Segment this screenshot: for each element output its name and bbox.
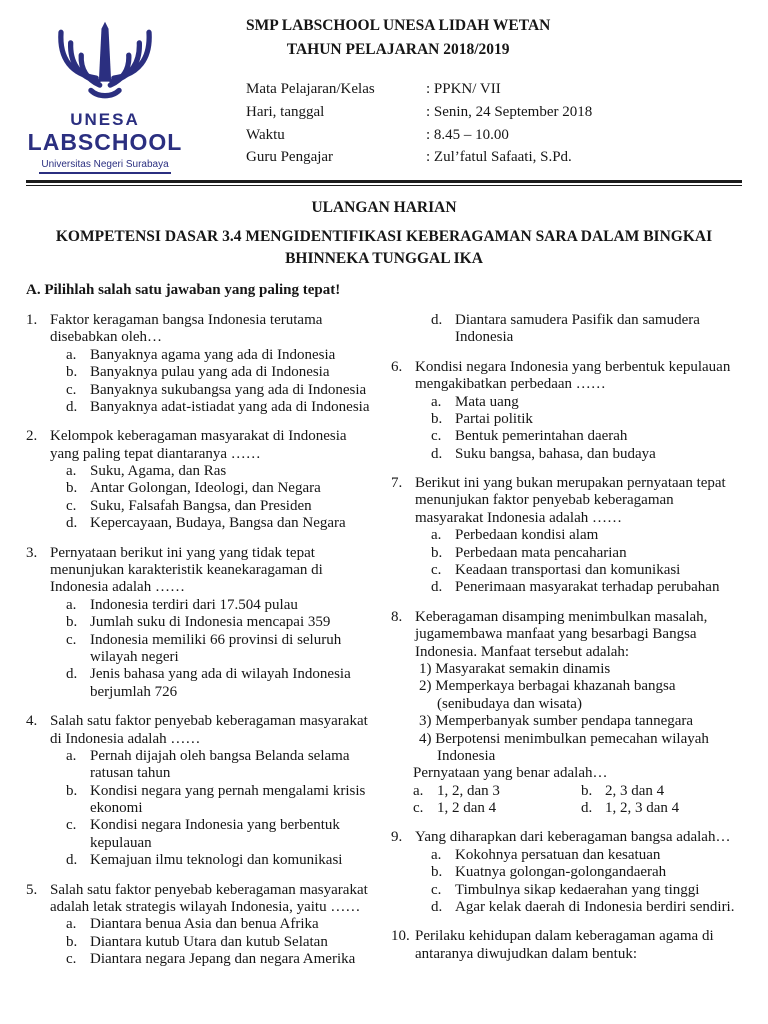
option-d: d. Kepercayaan, Budaya, Bangsa dan Negara — [66, 515, 346, 532]
info-row-date — [246, 101, 592, 124]
header-info-block — [184, 10, 742, 169]
school-name: SMP LABSCHOOL UNESA LIDAH WETAN — [246, 17, 551, 34]
question-text: Faktor keragaman bangsa Indonesia terutama disebabkan oleh… — [50, 311, 323, 346]
school-year: TAHUN PELAJARAN 2018/2019 — [286, 41, 510, 59]
option-a: a. Mata uang — [431, 393, 519, 410]
option-a: a. Indonesia terdiri dari 17.504 pulau — [66, 596, 298, 613]
section-a-heading: A. Pilihlah salah satu jawaban yang paling tepat! — [26, 281, 341, 298]
question-number: 6. — [391, 358, 403, 375]
option-b: b. 2, 3 dan 4 — [581, 782, 665, 799]
logo-university-text: Universitas Negeri Surabaya — [39, 158, 170, 174]
option-c: c. Banyaknya sukubangsa yang ada di Indonesia — [66, 381, 367, 398]
exam-info-table — [246, 78, 592, 169]
options-list — [66, 748, 377, 870]
question-9 — [391, 829, 742, 916]
question-number: 10. — [391, 928, 410, 945]
info-label: Waktu — [246, 126, 285, 143]
question-text: Kelompok keberagaman masyarakat di Indonesia yang paling tepat diantaranya …… — [50, 428, 347, 462]
info-label: Hari, tanggal — [246, 103, 325, 120]
logo-labschool-text: LABSCHOOL — [27, 129, 183, 155]
option-a: a. 1, 2, dan 3 — [413, 782, 500, 799]
option-d: d. Kemajuan ilmu teknologi dan komunikasi — [66, 852, 343, 869]
left-column — [26, 312, 377, 981]
question-number: 7. — [391, 475, 403, 492]
options-list — [66, 916, 377, 968]
option-a: a. Banyaknya agama yang ada di Indonesia — [66, 346, 336, 363]
option-d: d. Penerimaan masyarakat terhadap perubahan — [431, 579, 720, 596]
question-text: Salah satu faktor penyebab keberagaman masyarakat di Indonesia adalah …… — [50, 713, 368, 747]
question-4 — [26, 713, 377, 870]
question-number: 1. — [26, 311, 38, 328]
option-c: c. Keadaan transportasi dan komunikasi — [431, 562, 681, 579]
option-c: c. Bentuk pemerintahan daerah — [431, 428, 628, 445]
question-1 — [26, 312, 377, 416]
document-header — [26, 10, 742, 174]
option-d: d. Banyaknya adat-istiadat yang ada di Indonesia — [66, 398, 370, 415]
statement-4: 4) Berpotensi menimbulkan pemecahan wilayah Indonesia — [419, 730, 709, 764]
question-5 — [26, 882, 377, 969]
question-6 — [391, 359, 742, 463]
unesa-emblem-icon — [51, 20, 159, 108]
info-value: : PPKN/ VII — [426, 81, 501, 98]
question-text: Pernyataan berikut ini yang yang tidak tepat menunjukan karakteristik keanekaragaman di Indonesia adalah …… — [50, 544, 323, 596]
option-d: d. 1, 2, 3 dan 4 — [581, 800, 680, 817]
option-b: b. Diantara kutub Utara dan kutub Selatan — [66, 933, 328, 950]
question-8-prompt: Pernyataan yang benar adalah… — [413, 765, 608, 782]
option-d: d. Diantara samudera Pasifik dan samudera Indonesia — [431, 311, 700, 346]
info-row-time — [246, 124, 592, 147]
question-number: 3. — [26, 544, 38, 561]
info-value: : Senin, 24 September 2018 — [426, 103, 593, 120]
options-grid — [413, 783, 742, 818]
option-a: a. Pernah dijajah oleh bangsa Belanda selama ratusan tahun — [66, 747, 350, 782]
info-label: Guru Pengajar — [246, 149, 334, 166]
question-text: Keberagaman disamping menimbulkan masalah, jugamembawa manfaat yang besarbagi Bangsa Indonesia. Manfaat tersebut adalah: — [415, 608, 708, 660]
question-5-continuation — [391, 312, 742, 347]
question-number: 9. — [391, 829, 403, 846]
option-b: b. Antar Golongan, Ideologi, dan Negara — [66, 480, 321, 497]
option-a: a. Suku, Agama, dan Ras — [66, 463, 227, 480]
option-c: c. Kondisi negara Indonesia yang berbentuk kepulauan — [66, 817, 340, 851]
question-number: 8. — [391, 608, 403, 625]
document-title: ULANGAN HARIAN — [311, 199, 457, 216]
option-b: b. Jumlah suku di Indonesia mencapai 359 — [66, 614, 331, 631]
options-list — [431, 394, 742, 464]
document-subtitle: KOMPETENSI DASAR 3.4 MENGIDENTIFIKASI KEBERAGAMAN SARA DALAM BINGKAI BHINNEKA TUNGGAL IKA — [55, 228, 713, 268]
unesa-labschool-logo — [26, 10, 184, 174]
question-text: Perilaku kehidupan dalam keberagaman agama di antaranya diwujudkan dalam bentuk: — [415, 928, 714, 962]
statement-1: 1) Masyarakat semakin dinamis — [419, 660, 611, 677]
question-text: Salah satu faktor penyebab keberagaman masyarakat adalah letak strategis wilayah Indonesia, yaitu …… — [50, 881, 368, 916]
question-columns — [26, 312, 742, 981]
option-d: d. Agar kelak daerah di Indonesia berdiri sendiri. — [431, 899, 735, 916]
header-divider-rule — [26, 180, 742, 186]
option-b: b. Perbedaan mata pencaharian — [431, 544, 627, 561]
question-text: Yang diharapkan dari keberagaman bangsa adalah… — [415, 829, 731, 846]
question-number: 4. — [26, 713, 38, 730]
school-title-block — [246, 14, 550, 62]
question-10 — [391, 928, 742, 963]
question-number: 2. — [26, 428, 38, 445]
option-c: c. Diantara negara Jepang dan negara Amerika — [66, 951, 356, 968]
question-8 — [391, 609, 742, 818]
option-b: b. Kuatnya golongan-golongandaerah — [431, 864, 667, 881]
option-b: b. Kondisi negara yang pernah mengalami krisis ekonomi — [66, 782, 366, 817]
option-d: d. Jenis bahasa yang ada di wilayah Indonesia berjumlah 726 — [66, 666, 351, 700]
option-c: c. Suku, Falsafah Bangsa, dan Presiden — [66, 497, 312, 514]
question-7 — [391, 475, 742, 597]
info-label: Mata Pelajaran/Kelas — [246, 81, 375, 98]
option-a: a. Kokohnya persatuan dan kesatuan — [431, 846, 661, 863]
question-text: Berikut ini yang bukan merupakan pernyataan tepat menunjukan faktor penyebab keberagaman masyarakat Indonesia adalah …… — [415, 475, 726, 526]
question-text: Kondisi negara Indonesia yang berbentuk kepulauan mengakibatkan perbedaan …… — [415, 358, 731, 393]
option-a: a. Perbedaan kondisi alam — [431, 527, 599, 544]
info-value: : Zul’fatul Safaati, S.Pd. — [426, 149, 572, 166]
options-list — [431, 527, 742, 597]
statement-list — [419, 661, 742, 765]
question-number: 5. — [26, 881, 38, 898]
question-3 — [26, 545, 377, 702]
option-b: b. Banyaknya pulau yang ada di Indonesia — [66, 364, 330, 381]
statement-3: 3) Memperbanyak sumber pendapa tannegara — [419, 713, 694, 730]
options-list — [66, 463, 377, 533]
statement-2: 2) Memperkaya berbagai khazanah bangsa (senibudaya dan wisata) — [419, 678, 676, 712]
logo-unesa-text: UNESA — [70, 110, 140, 129]
option-a: a. Diantara benua Asia dan benua Afrika — [66, 916, 319, 933]
options-list — [431, 312, 742, 347]
question-2 — [26, 428, 377, 532]
right-column — [391, 312, 742, 981]
option-b: b. Partai politik — [431, 410, 533, 427]
info-value: : 8.45 – 10.00 — [426, 126, 509, 143]
option-d: d. Suku bangsa, bahasa, dan budaya — [431, 445, 656, 462]
options-list — [431, 847, 742, 917]
option-c: c. Indonesia memiliki 66 provinsi di seluruh wilayah negeri — [66, 631, 342, 665]
info-row-teacher — [246, 146, 592, 169]
options-list — [66, 347, 377, 417]
option-c: c. Timbulnya sikap kedaerahan yang tinggi — [431, 881, 700, 898]
options-list — [66, 597, 377, 701]
info-row-subject — [246, 78, 592, 101]
option-c: c. 1, 2 dan 4 — [413, 800, 497, 817]
